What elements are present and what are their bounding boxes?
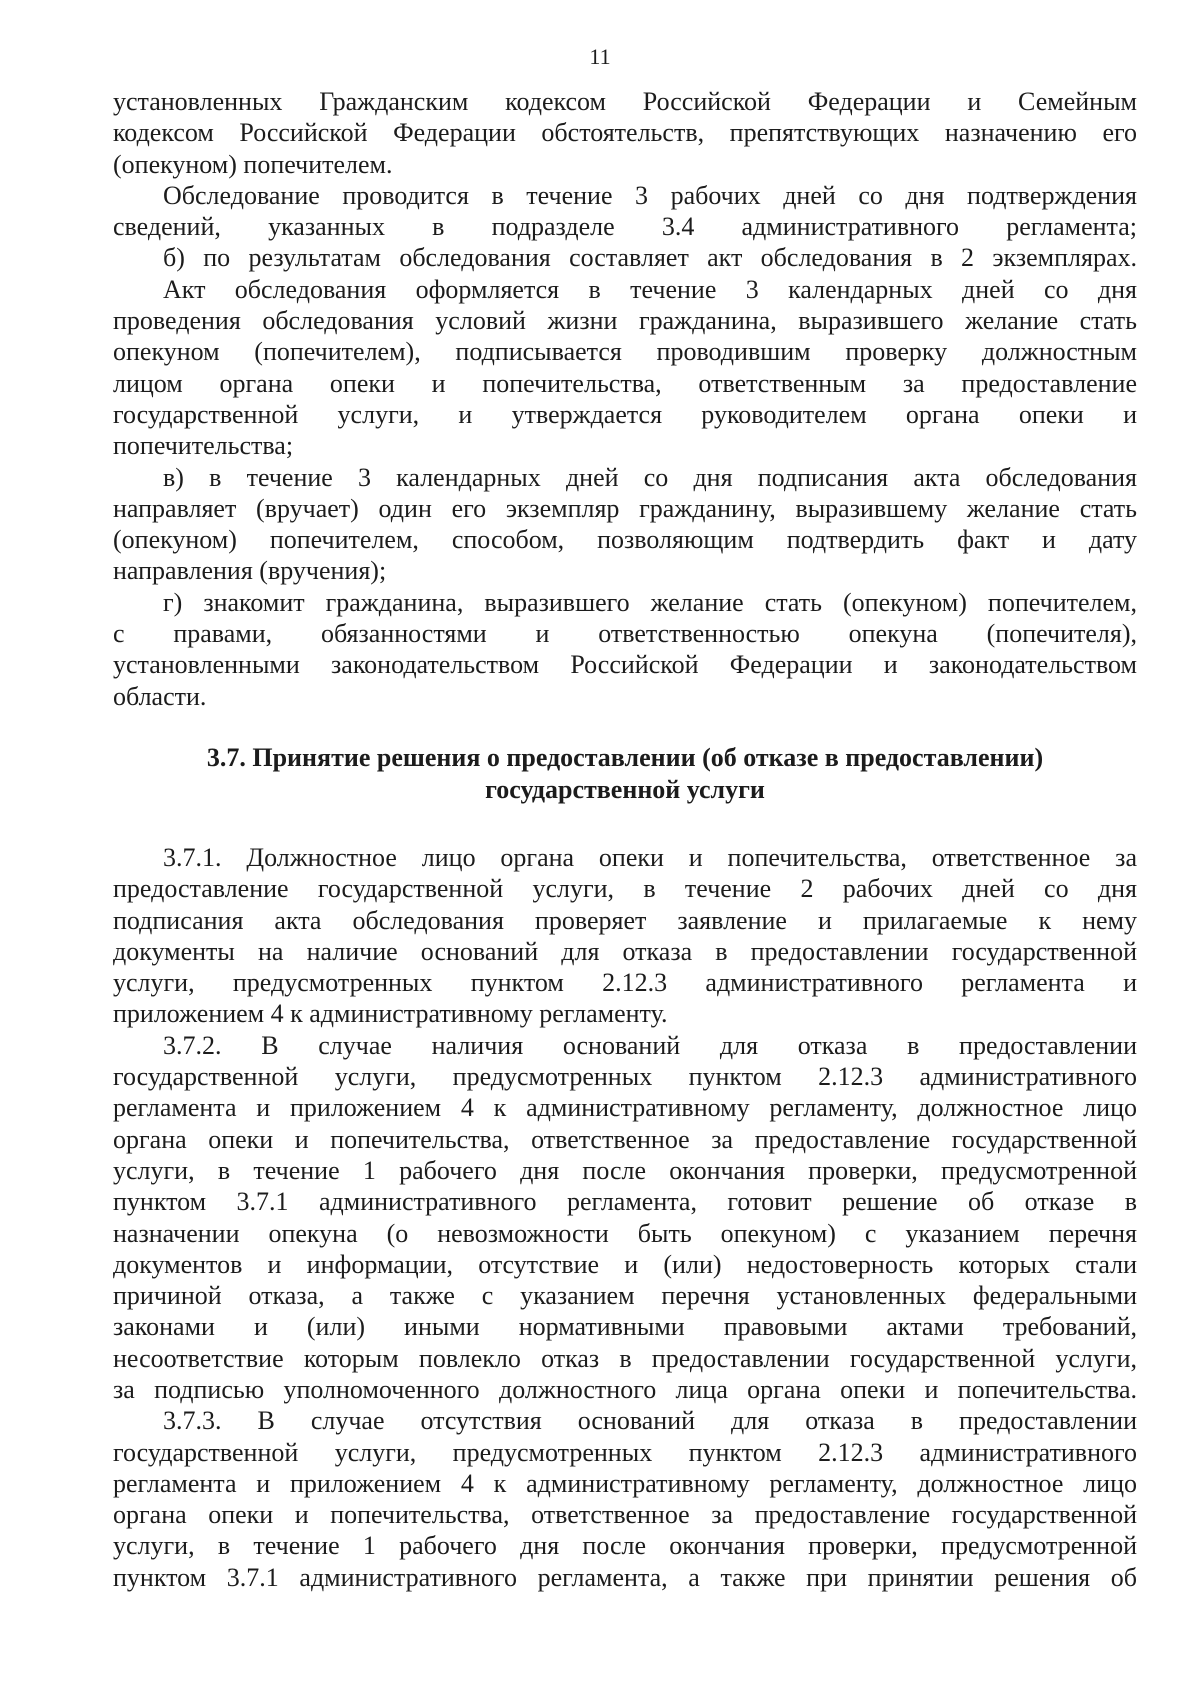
text-line: регламента и приложением 4 к административному регламенту, должностное лицо <box>113 1468 1137 1498</box>
text-line: услуги, в течение 1 рабочего дня после окончания проверки, предусмотренной <box>113 1155 1137 1185</box>
text-line: установленными законодательством Российской Федерации и законодательством <box>113 650 1137 680</box>
text-line: Обследование проводится в течение 3 рабочих дней со дня подтверждения <box>163 180 1137 210</box>
text-line: лицом органа опеки и попечительства, ответственным за предоставление <box>113 368 1137 398</box>
text-line: Акт обследования оформляется в течение 3 календарных дней со дня <box>163 274 1137 304</box>
text-line: попечительства; <box>113 431 294 461</box>
text-line: услуги, предусмотренных пунктом 2.12.3 административного регламента и <box>113 968 1137 998</box>
text-line: документов и информации, отсутствие и (или) недостоверность которых стали <box>113 1249 1137 1279</box>
text-line: государственной услуги, и утверждается руководителем органа опеки и <box>113 399 1137 429</box>
section-heading-line-2: государственной услуги <box>485 774 765 804</box>
text-line: направления (вручения); <box>113 556 387 586</box>
paragraph <box>113 587 1137 712</box>
text-line: направляет (вручает) один его экземпляр гражданину, выразившему желание стать <box>113 493 1137 523</box>
text-line: 3.7.1. Должностное лицо органа опеки и попечительства, ответственное за <box>163 842 1137 872</box>
text-line: с правами, обязанностями и ответственностью опекуна (попечителя), <box>113 619 1137 649</box>
text-line: услуги, в течение 1 рабочего дня после окончания проверки, предусмотренной <box>113 1531 1137 1561</box>
paragraph <box>113 180 1137 243</box>
text-line: документы на наличие оснований для отказа в предоставлении государственной <box>113 936 1137 966</box>
text-line: пунктом 3.7.1 административного регламента, готовит решение об отказе в <box>113 1187 1137 1217</box>
page-content <box>113 86 1137 1593</box>
text-line: причиной отказа, а также с указанием перечня установленных федеральными <box>113 1281 1137 1311</box>
text-line: сведений, указанных в подразделе 3.4 административного регламента; <box>113 212 1137 242</box>
paragraph <box>113 1030 1137 1406</box>
page-number: 11 <box>589 44 611 69</box>
text-line: проведения обследования условий жизни гражданина, выразившего желание стать <box>113 306 1137 336</box>
paragraph <box>113 1405 1137 1593</box>
text-line: установленных Гражданским кодексом Российской Федерации и Семейным <box>113 87 1137 116</box>
text-line: 3.7.2. В случае наличия оснований для отказа в предоставлении <box>163 1030 1137 1060</box>
text-line: области. <box>113 681 207 711</box>
text-line: 3.7.3. В случае отсутствия оснований для отказа в предоставлении <box>163 1406 1137 1436</box>
text-line: г) знакомит гражданина, выразившего желание стать (опекуном) попечителем, <box>163 587 1137 617</box>
paragraph <box>113 242 1137 273</box>
section-heading <box>113 742 1137 806</box>
text-line: регламента и приложением 4 к административному регламенту, должностное лицо <box>113 1093 1137 1123</box>
text-line: кодексом Российской Федерации обстоятельств, препятствующих назначению его <box>113 118 1137 148</box>
text-line: органа опеки и попечительства, ответственное за предоставление государственной <box>113 1124 1137 1154</box>
text-line: приложением 4 к административному регламенту. <box>113 999 668 1029</box>
text-line: предоставление государственной услуги, в течение 2 рабочих дней со дня <box>113 874 1137 904</box>
text-line: пунктом 3.7.1 административного регламента, а также при принятии решения об <box>113 1562 1137 1592</box>
text-line: (опекуном) попечителем. <box>113 149 393 179</box>
bottom-paragraphs <box>113 842 1137 1593</box>
paragraph <box>113 86 1137 180</box>
text-line: (опекуном) попечителем, способом, позволяющим подтвердить факт и дату <box>113 525 1137 555</box>
text-line: государственной услуги, предусмотренных пунктом 2.12.3 административного <box>113 1062 1137 1092</box>
text-line: назначении опекуна (о невозможности быть опекуном) с указанием перечня <box>113 1218 1137 1248</box>
paragraph <box>113 274 1137 462</box>
text-line: законами и (или) иными нормативными правовыми актами требований, <box>113 1312 1137 1342</box>
text-line: несоответствие которым повлекло отказ в предоставлении государственной услуги, <box>113 1343 1137 1373</box>
text-line: опекуном (попечителем), подписывается проводившим проверку должностным <box>113 337 1137 367</box>
text-line: подписания акта обследования проверяет заявление и прилагаемые к нему <box>113 905 1137 935</box>
text-line: б) по результатам обследования составляет акт обследования в 2 экземплярах. <box>163 243 1137 273</box>
paragraph <box>113 462 1137 587</box>
section-heading-line-1: 3.7. Принятие решения о предоставлении (об отказе в предоставлении) <box>206 742 1044 772</box>
text-line: государственной услуги, предусмотренных пунктом 2.12.3 административного <box>113 1437 1137 1467</box>
text-line: органа опеки и попечительства, ответственное за предоставление государственной <box>113 1500 1137 1530</box>
paragraph <box>113 842 1137 1030</box>
text-line: в) в течение 3 календарных дней со дня подписания акта обследования <box>163 462 1137 492</box>
text-line: за подписью уполномоченного должностного лица органа опеки и попечительства. <box>113 1374 1137 1404</box>
top-paragraphs <box>113 86 1137 712</box>
